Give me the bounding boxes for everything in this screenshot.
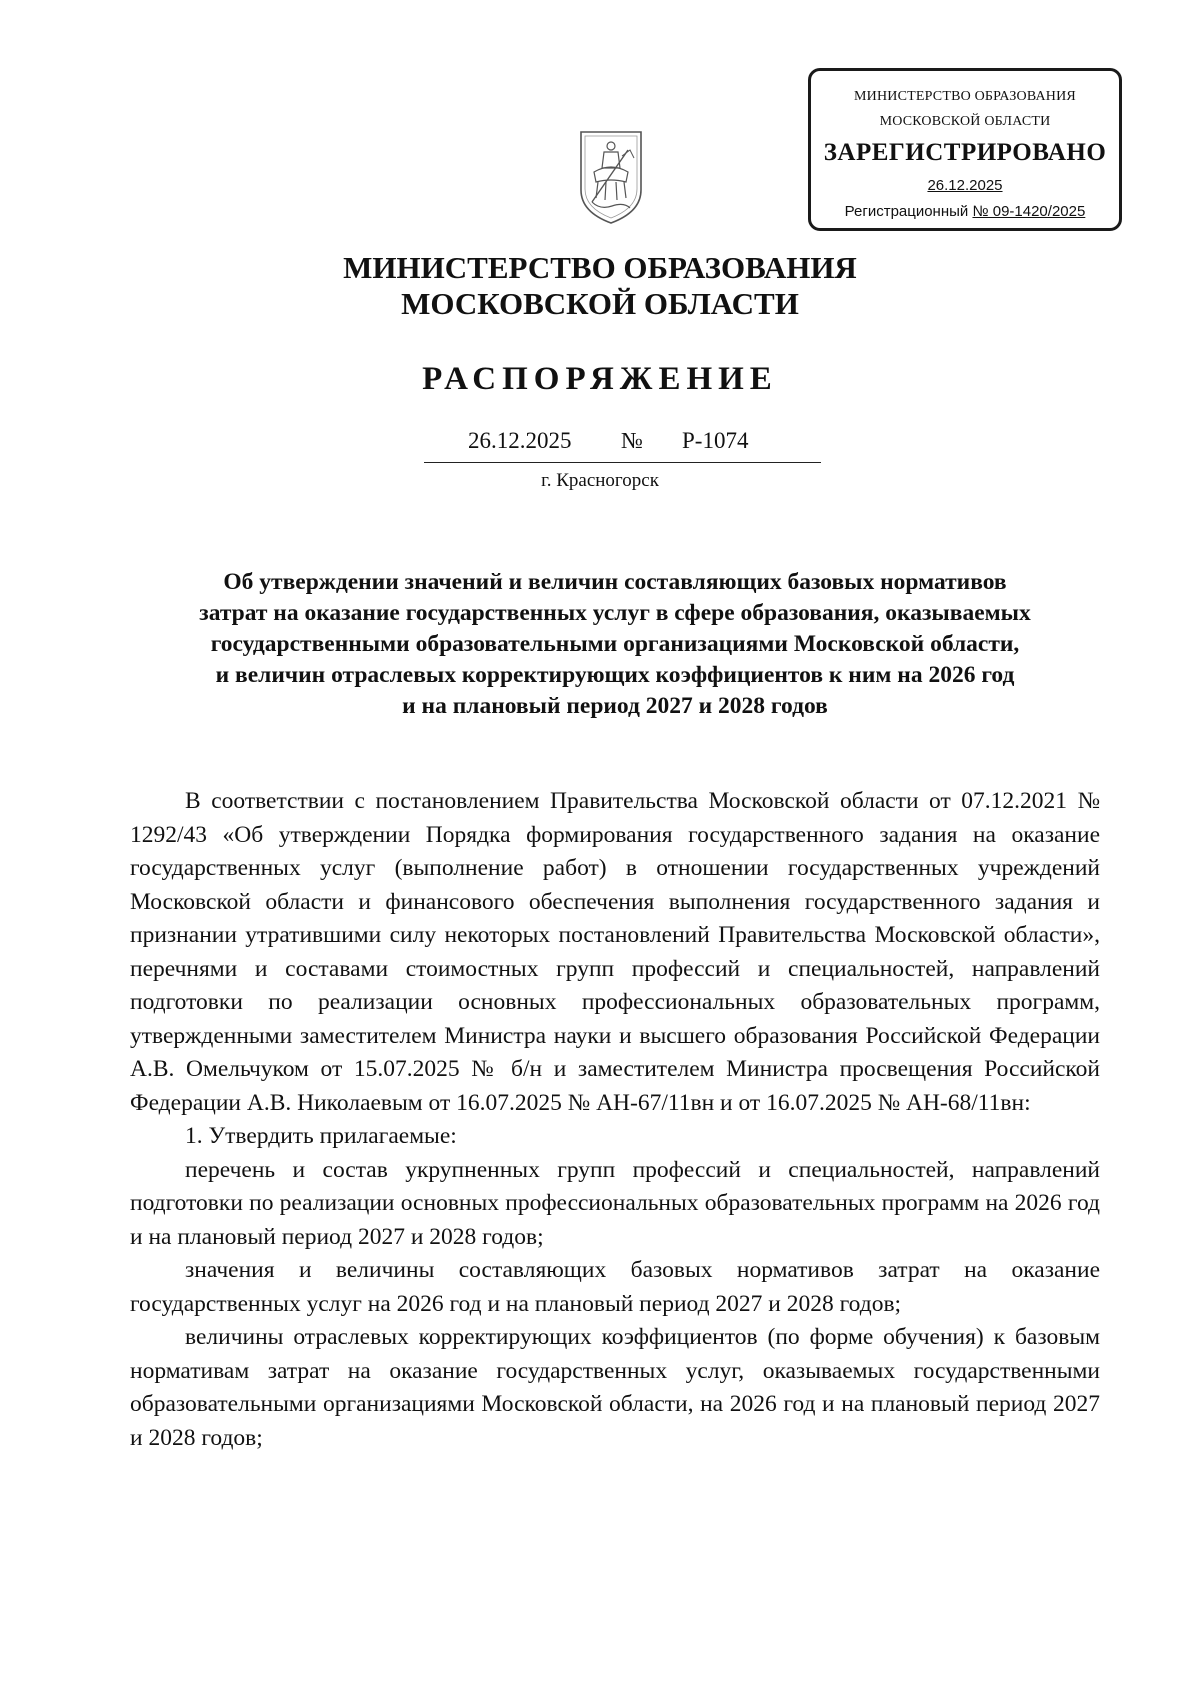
subject-line-4: и величин отраслевых корректирующих коэффициентов к ним на 2026 год bbox=[215, 662, 1015, 688]
stamp-status: ЗАРЕГИСТРИРОВАНО bbox=[823, 139, 1107, 166]
approved-item-3: величины отраслевых корректирующих коэффициентов (по форме обучения) к базовым нормативам затрат на оказание государственных услуг, оказываемых государственными образовательными организациями Московской области, на 2026 год и на плановый период 2027 и 2028 годов; bbox=[130, 1324, 1100, 1451]
subject-line-1: Об утверждении значений и величин составляющих базовых нормативов bbox=[223, 569, 1007, 595]
subject-line-3: государственными образовательными организациями Московской области, bbox=[210, 631, 1020, 657]
stamp-date: 26.12.2025 bbox=[927, 177, 1003, 194]
document-date: 26.12.2025 bbox=[468, 428, 572, 453]
preamble-paragraph: В соответствии с постановлением Правительства Московской области от 07.12.2021 № 1292/43 «Об утверждении Порядка формирования государственного задания на оказание государственных услуг (выполнение работ) в отношении государственных учреждений Московской области и финансового обеспечения выполнения государственного задания и признании утратившими силу некоторых постановлений Правительства Московской области», перечнями и составами стоимостных групп профессий и специальностей, направлений подготовки по реализации основных профессиональных образовательных программ, утвержденными заместителем Министра науки и высшего образования Российской Федерации А.В. Омельчуком от 15.07.2025 № б/н и заместителем Министра просвещения Российской Федерации А.В. Николаевым от 16.07.2025 № АН-67/11вн и от 16.07.2025 № АН-68/11вн: bbox=[130, 788, 1100, 1116]
stamp-region: МОСКОВСКОЙ ОБЛАСТИ bbox=[879, 114, 1051, 129]
number-sign: № bbox=[621, 428, 643, 453]
document-date-number bbox=[424, 428, 821, 463]
document-city: г. Красногорск bbox=[541, 470, 659, 491]
document-number: Р-1074 bbox=[682, 428, 749, 453]
stamp-reg-number: № 09-1420/2025 bbox=[972, 203, 1086, 220]
stamp-registration-number bbox=[811, 203, 1119, 220]
ministry-title-line-1: МИНИСТЕРСТВО ОБРАЗОВАНИЯ bbox=[343, 250, 857, 285]
document-subject bbox=[110, 567, 1120, 722]
document-type: РАСПОРЯЖЕНИЕ bbox=[422, 361, 778, 397]
stamp-ministry: МИНИСТЕРСТВО ОБРАЗОВАНИЯ bbox=[854, 89, 1076, 104]
subject-line-2: затрат на оказание государственных услуг в сфере образования, оказываемых bbox=[199, 600, 1031, 626]
subject-line-5: и на плановый период 2027 и 2028 годов bbox=[402, 693, 828, 719]
approved-item-2: значения и величины составляющих базовых нормативов затрат на оказание государственных услуг на 2026 год и на плановый период 2027 и 2028 годов; bbox=[130, 1257, 1100, 1317]
point-1: 1. Утвердить прилагаемые: bbox=[185, 1123, 457, 1149]
approved-item-1: перечень и состав укрупненных групп профессий и специальностей, направлений подготовки по реализации основных профессиональных образовательных программ на 2026 год и на плановый период 2027 и 2028 годов; bbox=[130, 1156, 1100, 1250]
stamp-reg-label: Регистрационный bbox=[844, 203, 969, 220]
moscow-region-coat-of-arms-icon bbox=[578, 128, 644, 226]
ministry-title bbox=[0, 250, 1200, 322]
document-body bbox=[130, 785, 1100, 1455]
registration-stamp bbox=[808, 68, 1122, 231]
ministry-title-line-2: МОСКОВСКОЙ ОБЛАСТИ bbox=[401, 286, 799, 321]
